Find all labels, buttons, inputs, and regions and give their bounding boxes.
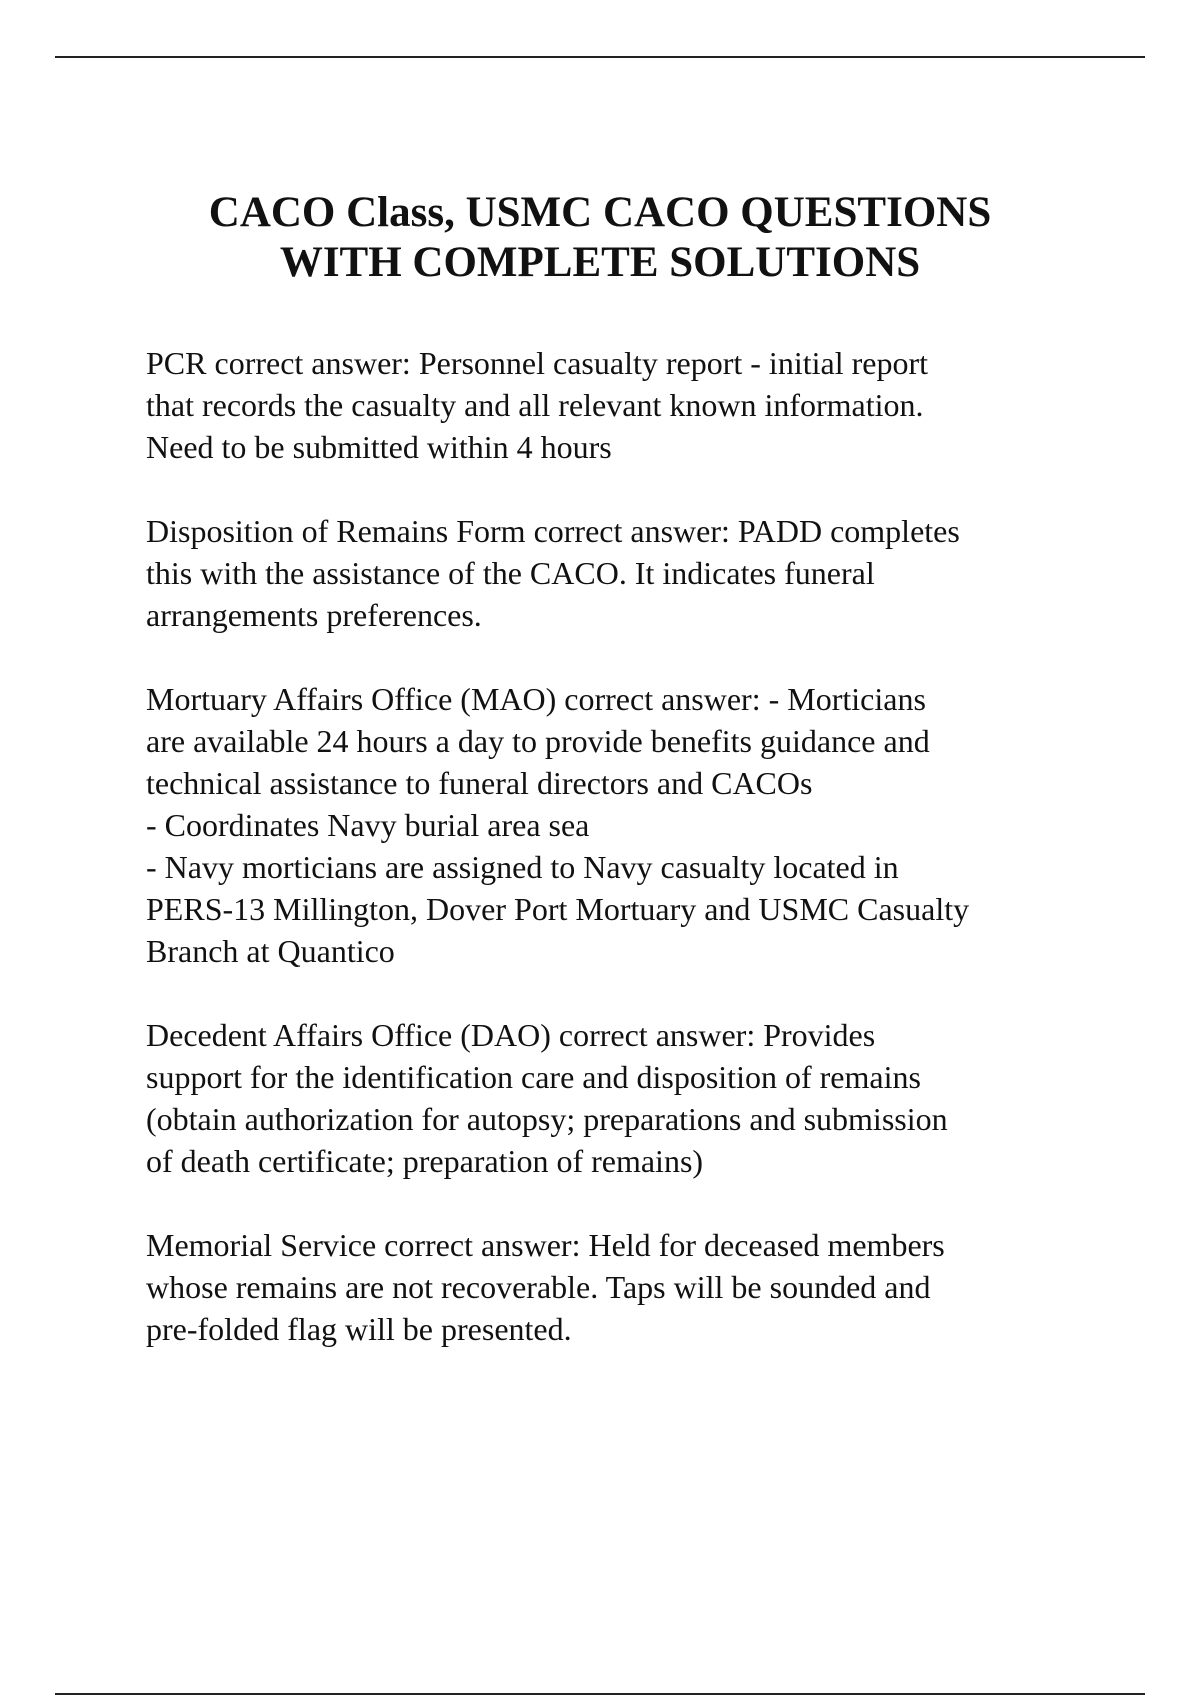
qa-entry-memorial-service — [146, 1224, 1106, 1350]
title-line: WITH COMPLETE SOLUTIONS — [279, 239, 921, 286]
text-line: (obtain authorization for autopsy; preparations and submission — [146, 1101, 948, 1137]
text-line: arrangements preferences. — [146, 597, 482, 633]
text-line: Mortuary Affairs Office (MAO) correct answer: - Morticians — [146, 681, 926, 717]
text-line: PCR correct answer: Personnel casualty report - initial report — [146, 345, 928, 381]
text-line: technical assistance to funeral directors and CACOs — [146, 765, 813, 801]
text-line: whose remains are not recoverable. Taps will be sounded and — [146, 1269, 931, 1305]
top-rule — [55, 56, 1145, 58]
text-line: PERS-13 Millington, Dover Port Mortuary and USMC Casualty — [146, 891, 970, 927]
qa-entry-mao — [146, 678, 1106, 972]
text-line: - Coordinates Navy burial area sea — [146, 807, 590, 843]
title-line: CACO Class, USMC CACO QUESTIONS — [208, 189, 992, 236]
text-line: Disposition of Remains Form correct answer: PADD completes — [146, 513, 960, 549]
text-line: Need to be submitted within 4 hours — [146, 429, 612, 465]
text-line: support for the identification care and disposition of remains — [146, 1059, 921, 1095]
text-line: Memorial Service correct answer: Held for deceased members — [146, 1227, 945, 1263]
qa-entry-disposition-of-remains — [146, 510, 1106, 636]
text-line: Decedent Affairs Office (DAO) correct answer: Provides — [146, 1017, 876, 1053]
text-line: of death certificate; preparation of remains) — [146, 1143, 704, 1179]
document-title — [100, 188, 1100, 288]
qa-entry-pcr — [146, 342, 1106, 468]
text-line: Branch at Quantico — [146, 933, 395, 969]
text-line: this with the assistance of the CACO. It indicates funeral — [146, 555, 875, 591]
bottom-rule — [55, 1693, 1145, 1695]
text-line: are available 24 hours a day to provide benefits guidance and — [146, 723, 930, 759]
text-line: - Navy morticians are assigned to Navy casualty located in — [146, 849, 899, 885]
text-line: that records the casualty and all relevant known information. — [146, 387, 924, 423]
qa-entry-dao — [146, 1014, 1106, 1182]
qa-list — [146, 342, 1106, 1392]
text-line: pre-folded flag will be presented. — [146, 1311, 572, 1347]
